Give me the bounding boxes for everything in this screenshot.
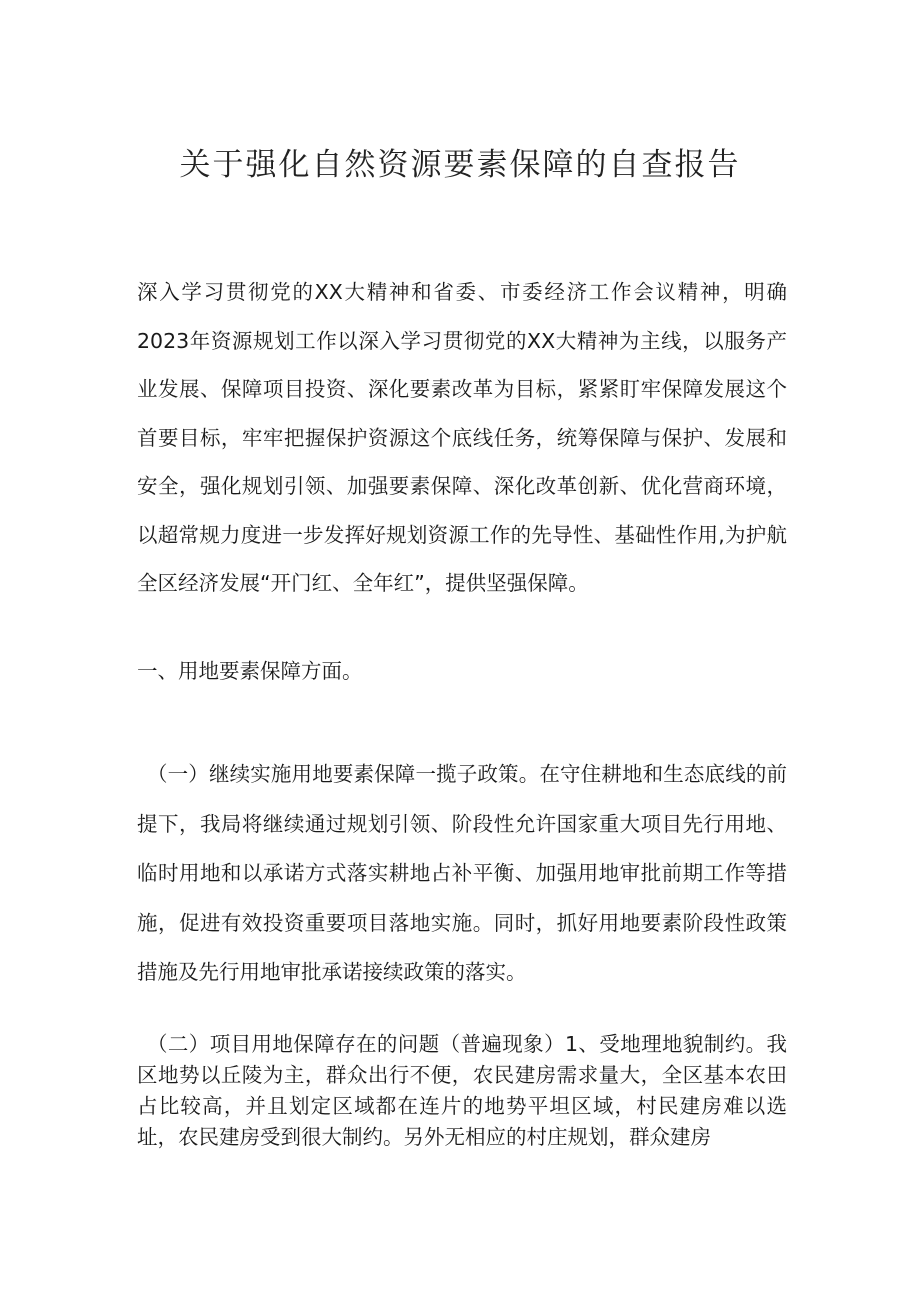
document-title: 关于强化自然资源要素保障的自查报告 bbox=[179, 147, 741, 183]
section-item-1-paragraph: （一）继续实施用地要素保障一揽子政策。在守住耕地和生态底线的前提下，我局将继续通过规划引领、阶段性允许国家重大项目先行用地、临时用地和以承诺方式落实耕地占补平衡、加强用地审批前期工作等措施，促进有效投资重要项目落地实施。同时，抓好用地要素阶段性政策措施及先行用地审批承诺接续政策的落实。 bbox=[137, 762, 787, 984]
section-item-2-paragraph: （二）项目用地保障存在的问题（普遍现象）1、受地理地貌制约。我区地势以丘陵为主，群众出行不便，农民建房需求量大，全区基本农田占比较高，并且划定区域都在连片的地势平坦区域，村民建房难以选址，农民建房受到很大制约。另外无相应的村庄规划，群众建房 bbox=[137, 1032, 787, 1149]
intro-paragraph: 深入学习贯彻党的XX大精神和省委、市委经济工作会议精神，明确2023年资源规划工作以深入学习贯彻党的XX大精神为主线，以服务产业发展、保障项目投资、深化要素改革为目标，紧紧盯牢保障发展这个首要目标，牢牢把握保护资源这个底线任务，统筹保障与保护、发展和安全，强化规划引领、加强要素保障、深化改革创新、优化营商环境，以超常规力度进一步发挥好规划资源工作的先导性、基础性作用,为护航全区经济发展“开门红、全年红”，提供坚强保障。 bbox=[137, 280, 787, 595]
section-heading: 一、用地要素保障方面。 bbox=[137, 659, 363, 683]
